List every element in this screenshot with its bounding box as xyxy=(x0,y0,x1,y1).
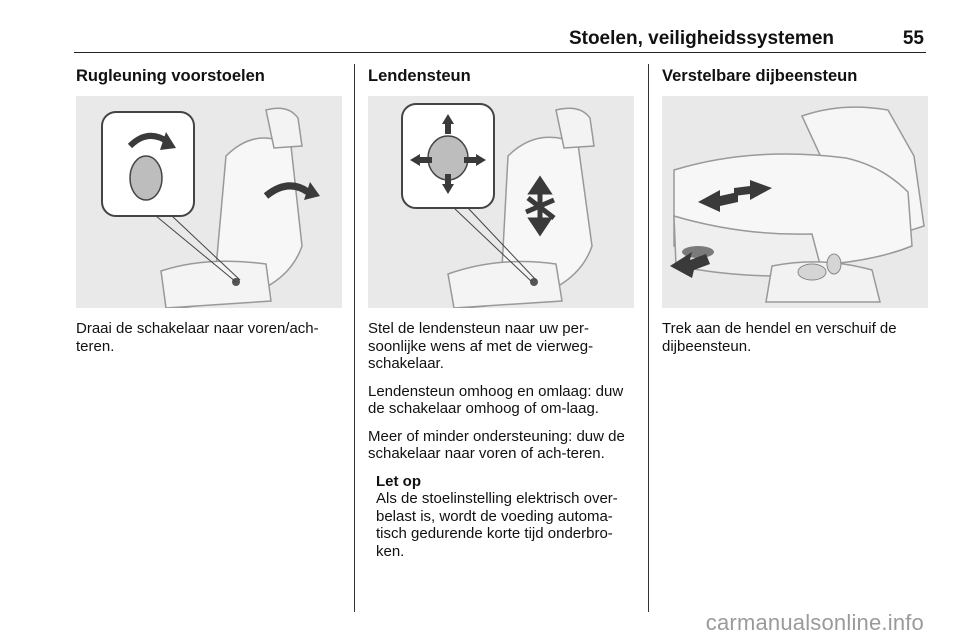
thigh-support-illustration xyxy=(662,96,928,308)
paragraph: Trek aan de hendel en verschuif de dijbeensteun. xyxy=(662,320,897,355)
column-lumbar xyxy=(368,66,634,560)
thigh-support-text xyxy=(662,320,928,365)
backrest-text xyxy=(76,320,342,365)
column-divider-1 xyxy=(354,64,355,612)
note-block xyxy=(376,473,634,561)
note-title: Let op xyxy=(376,472,421,490)
column-thigh-support xyxy=(662,66,928,355)
page-header-title: Stoelen, veiligheidssystemen xyxy=(568,28,834,49)
column-backrest xyxy=(76,66,342,355)
paragraph: Draai de schakelaar naar voren/ach-teren. xyxy=(76,320,319,355)
note-text: Als de stoelinstelling elektrisch over-belast is, wordt de voeding automa-tisch gedurende korte tijd onderbro-ken. xyxy=(376,490,618,560)
lumbar-text xyxy=(368,320,634,560)
section-title-backrest: Rugleuning voorstoelen xyxy=(76,67,265,85)
backrest-illustration xyxy=(76,96,342,308)
lumbar-illustration xyxy=(368,96,634,308)
section-title-thigh-support: Verstelbare dijbeensteun xyxy=(662,67,858,85)
header-rule xyxy=(74,52,926,53)
paragraph: Meer of minder ondersteuning: duw de schakelaar naar voren of ach-teren. xyxy=(368,427,625,462)
column-divider-2 xyxy=(648,64,649,612)
watermark: carmanualsonline.info xyxy=(705,610,924,635)
section-title-lumbar: Lendensteun xyxy=(368,67,471,85)
page-number: 55 xyxy=(902,28,924,49)
paragraph: Lendensteun omhoog en omlaag: duw de schakelaar omhoog of om-laag. xyxy=(368,382,624,417)
paragraph: Stel de lendensteun naar uw per-soonlijke wens af met de vierweg-schakelaar. xyxy=(368,320,594,372)
